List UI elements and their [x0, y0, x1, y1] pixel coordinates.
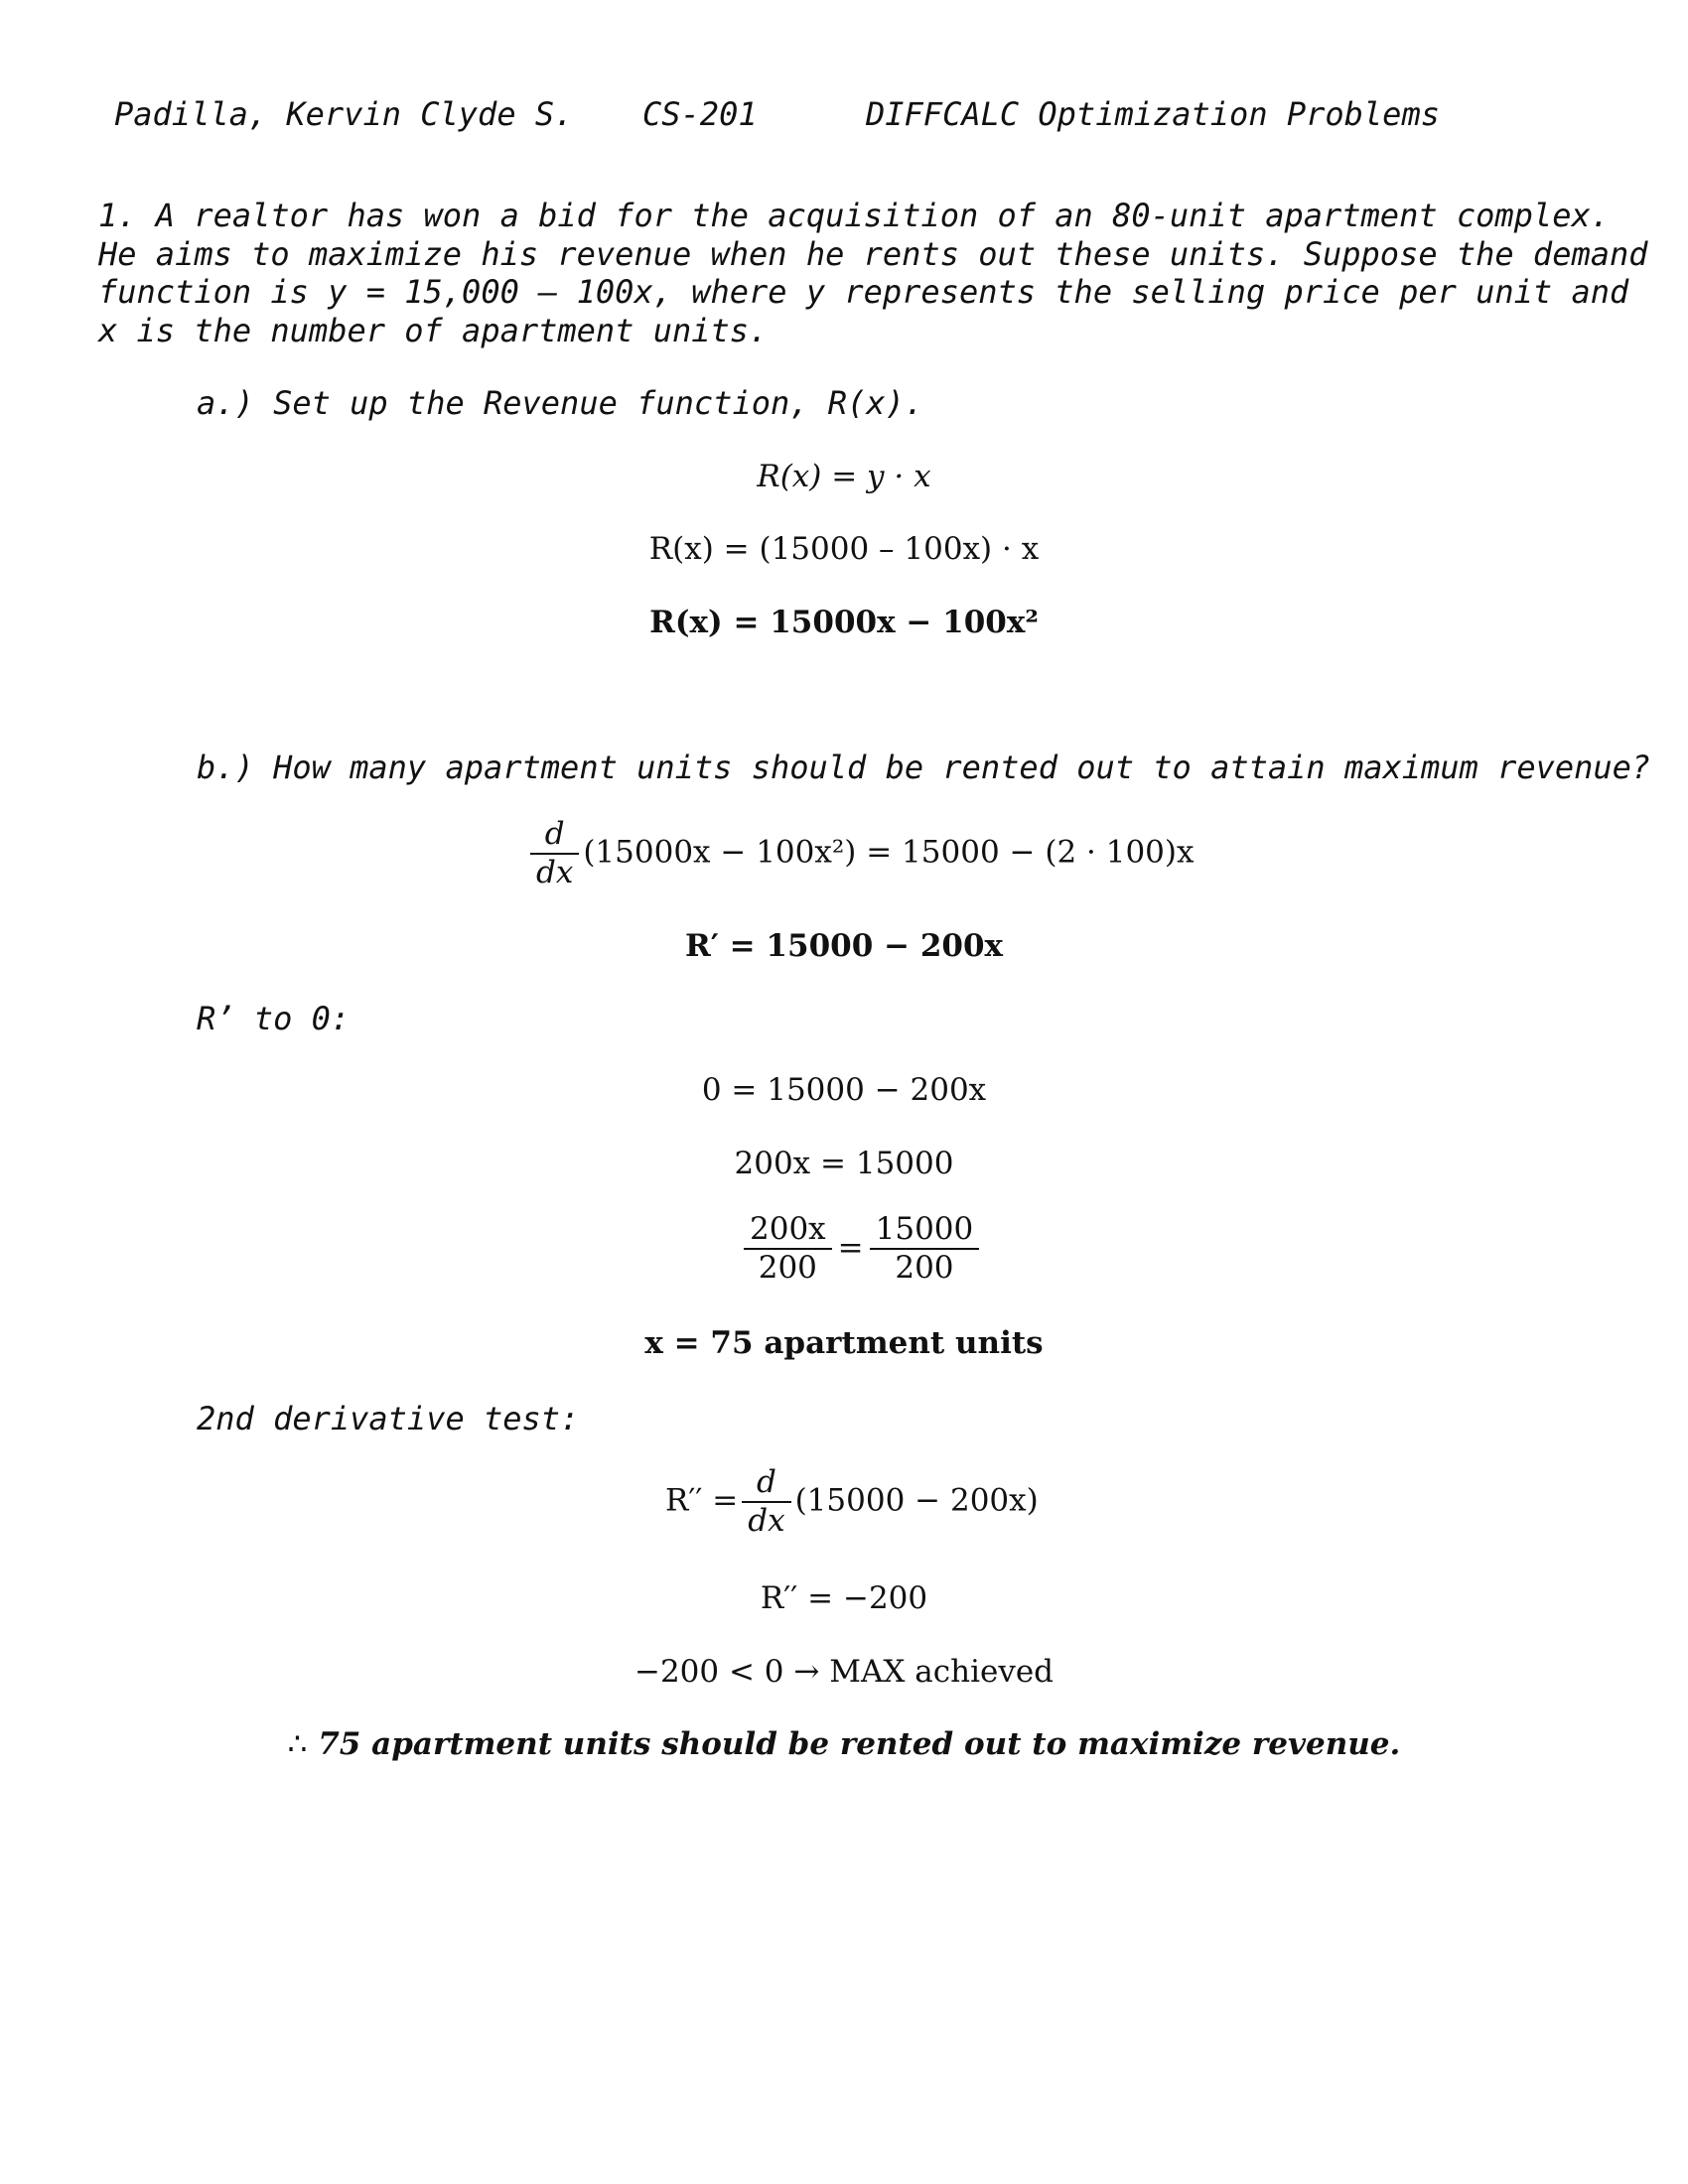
- equation-max-check: −200 < 0 → MAX achieved: [633, 1654, 1055, 1690]
- problem-line: He aims to maximize his revenue when he rents out these units. Suppose the demand: [98, 234, 1648, 273]
- problem-line: 1. A realtor has won a bid for the acquisition of an 80-unit apartment complex.: [98, 197, 1610, 234]
- equation-revenue-definition: R(x) = y · x: [757, 459, 931, 494]
- problem-line: function is y = 15,000 – 100x, where y represents the selling price per unit and: [98, 273, 1629, 311]
- course-code: CS-201: [642, 95, 758, 133]
- problem-statement: [98, 197, 1648, 349]
- equation-result: x = 75 apartment units: [644, 1325, 1044, 1361]
- set-to-zero-label: R’ to 0:: [197, 1000, 351, 1037]
- equation-revenue-substitution: R(x) = (15000 – 100x) · x: [648, 531, 1040, 567]
- student-name: Padilla, Kervin Clyde S.: [114, 95, 574, 133]
- equation-step-zero: 0 = 15000 − 200x: [701, 1072, 987, 1108]
- fraction-right: $\frac{15000}{200}$: [870, 1211, 980, 1287]
- problem-line: x is the number of apartment units.: [98, 311, 769, 349]
- equation-second-derivative: R′′ = $\frac{d}{dx}$ (15000 − 200x): [665, 1464, 1039, 1540]
- equation-first-derivative: R′ = 15000 − 200x: [684, 928, 1004, 964]
- equation-derivative: $\frac{d}{dx}$ (15000x − 100x²) = 15000 − (2 · 100)x: [526, 816, 1194, 891]
- derivative-operator: $\frac{d}{dx}$: [530, 816, 579, 891]
- conclusion: ∴ 75 apartment units should be rented out to maximize revenue.: [287, 1726, 1401, 1762]
- equation-revenue-function: R(x) = 15000x − 100x²: [649, 605, 1039, 640]
- fraction-left: $\frac{200x}{200}$: [744, 1211, 832, 1287]
- assignment-title: DIFFCALC Optimization Problems: [866, 95, 1440, 133]
- therefore-icon: ∴: [287, 1726, 308, 1762]
- derivative-operator: $\frac{d}{dx}$: [742, 1464, 790, 1540]
- second-derivative-label: 2nd derivative test:: [197, 1400, 580, 1437]
- equation-step-isolate: 200x = 15000: [734, 1146, 954, 1181]
- part-a-question: a.) Set up the Revenue function, R(x).: [197, 384, 924, 422]
- equation-second-derivative-value: R′′ = −200: [760, 1580, 928, 1616]
- equation-step-divide: $\frac{200x}{200}$ = $\frac{15000}{200}$: [740, 1211, 983, 1287]
- part-b-question: b.) How many apartment units should be rented out to attain maximum revenue?: [197, 749, 1651, 786]
